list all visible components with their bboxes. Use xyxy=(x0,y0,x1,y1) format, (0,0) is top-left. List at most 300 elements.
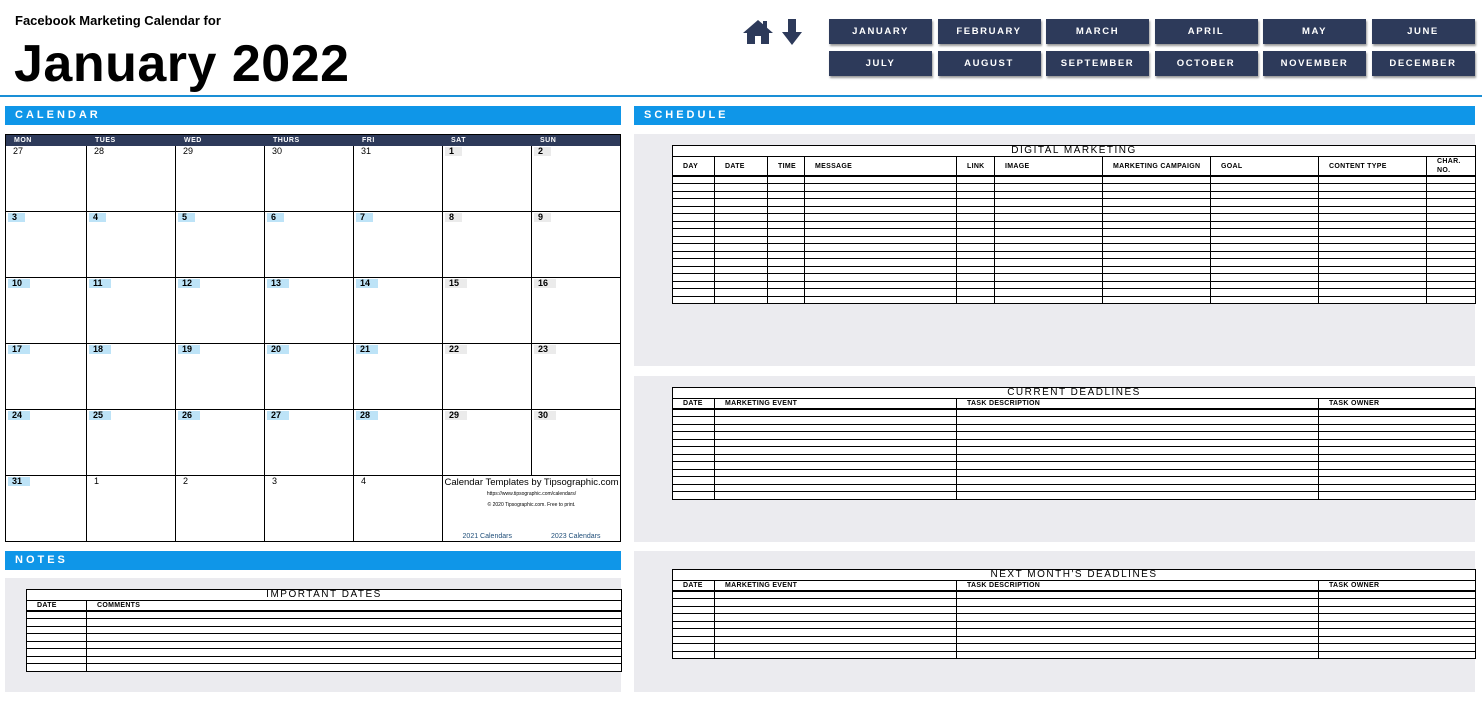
table-cell[interactable] xyxy=(673,274,715,282)
table-cell[interactable] xyxy=(995,184,1103,192)
table-cell[interactable] xyxy=(1427,199,1476,207)
table-cell[interactable] xyxy=(27,619,87,627)
table-cell[interactable] xyxy=(805,296,957,304)
table-cell[interactable] xyxy=(768,251,805,259)
table-cell[interactable] xyxy=(995,281,1103,289)
table-cell[interactable] xyxy=(1319,184,1427,192)
table-cell[interactable] xyxy=(768,214,805,222)
table-cell[interactable] xyxy=(1211,266,1319,274)
table-cell[interactable] xyxy=(1211,184,1319,192)
table-cell[interactable] xyxy=(1103,259,1211,267)
table-cell[interactable] xyxy=(715,251,768,259)
table-cell[interactable] xyxy=(1319,447,1476,455)
day-cell[interactable] xyxy=(443,344,532,410)
link-2021-calendars[interactable]: 2021 Calendars xyxy=(462,533,512,540)
table-cell[interactable] xyxy=(715,469,957,477)
table-cell[interactable] xyxy=(957,651,1319,659)
table-cell[interactable] xyxy=(995,214,1103,222)
day-cell[interactable] xyxy=(532,278,621,344)
table-cell[interactable] xyxy=(715,484,957,492)
day-cell[interactable] xyxy=(87,212,176,278)
table-cell[interactable] xyxy=(1319,236,1427,244)
table-cell[interactable] xyxy=(27,611,87,619)
table-cell[interactable] xyxy=(768,206,805,214)
table-cell[interactable] xyxy=(1319,176,1427,184)
table-cell[interactable] xyxy=(673,614,715,622)
table-cell[interactable] xyxy=(1319,251,1427,259)
table-cell[interactable] xyxy=(768,281,805,289)
table-cell[interactable] xyxy=(1211,289,1319,297)
day-cell[interactable] xyxy=(176,410,265,476)
table-cell[interactable] xyxy=(1319,621,1476,629)
table-cell[interactable] xyxy=(87,619,622,627)
table-cell[interactable] xyxy=(1211,191,1319,199)
table-cell[interactable] xyxy=(715,191,768,199)
table-cell[interactable] xyxy=(715,176,768,184)
table-cell[interactable] xyxy=(1319,214,1427,222)
day-cell[interactable] xyxy=(176,278,265,344)
table-cell[interactable] xyxy=(957,636,1319,644)
table-cell[interactable] xyxy=(673,244,715,252)
table-cell[interactable] xyxy=(715,296,768,304)
table-cell[interactable] xyxy=(715,289,768,297)
day-cell[interactable] xyxy=(87,146,176,212)
day-cell[interactable] xyxy=(354,476,443,542)
table-cell[interactable] xyxy=(1103,229,1211,237)
table-cell[interactable] xyxy=(27,634,87,642)
table-cell[interactable] xyxy=(1319,469,1476,477)
table-cell[interactable] xyxy=(768,184,805,192)
table-cell[interactable] xyxy=(995,191,1103,199)
table-cell[interactable] xyxy=(715,236,768,244)
table-cell[interactable] xyxy=(957,439,1319,447)
table-cell[interactable] xyxy=(1319,477,1476,485)
day-cell[interactable] xyxy=(265,476,354,542)
table-cell[interactable] xyxy=(715,636,957,644)
table-cell[interactable] xyxy=(805,259,957,267)
table-cell[interactable] xyxy=(957,281,995,289)
table-cell[interactable] xyxy=(1319,221,1427,229)
table-cell[interactable] xyxy=(1103,184,1211,192)
table-cell[interactable] xyxy=(1427,221,1476,229)
table-cell[interactable] xyxy=(1319,651,1476,659)
table-cell[interactable] xyxy=(1103,236,1211,244)
table-cell[interactable] xyxy=(673,644,715,652)
table-cell[interactable] xyxy=(715,259,768,267)
table-cell[interactable] xyxy=(805,221,957,229)
table-cell[interactable] xyxy=(1319,599,1476,607)
day-cell[interactable] xyxy=(265,278,354,344)
table-cell[interactable] xyxy=(27,664,87,672)
month-button-december[interactable]: DECEMBER xyxy=(1372,51,1475,76)
table-cell[interactable] xyxy=(957,424,1319,432)
table-cell[interactable] xyxy=(27,626,87,634)
table-cell[interactable] xyxy=(673,439,715,447)
table-cell[interactable] xyxy=(715,439,957,447)
month-button-november[interactable]: NOVEMBER xyxy=(1263,51,1366,76)
table-cell[interactable] xyxy=(995,206,1103,214)
table-cell[interactable] xyxy=(673,469,715,477)
table-cell[interactable] xyxy=(805,176,957,184)
table-cell[interactable] xyxy=(1319,629,1476,637)
table-cell[interactable] xyxy=(957,191,995,199)
table-cell[interactable] xyxy=(957,176,995,184)
table-cell[interactable] xyxy=(1427,206,1476,214)
table-cell[interactable] xyxy=(1319,229,1427,237)
month-button-april[interactable]: APRIL xyxy=(1155,19,1258,44)
table-cell[interactable] xyxy=(957,621,1319,629)
day-cell[interactable] xyxy=(532,410,621,476)
table-cell[interactable] xyxy=(957,477,1319,485)
table-cell[interactable] xyxy=(27,649,87,657)
table-cell[interactable] xyxy=(805,274,957,282)
table-cell[interactable] xyxy=(87,611,622,619)
table-cell[interactable] xyxy=(1103,266,1211,274)
table-cell[interactable] xyxy=(1319,439,1476,447)
table-cell[interactable] xyxy=(768,176,805,184)
day-cell[interactable] xyxy=(176,476,265,542)
table-cell[interactable] xyxy=(673,591,715,599)
table-cell[interactable] xyxy=(1427,176,1476,184)
table-cell[interactable] xyxy=(715,206,768,214)
table-cell[interactable] xyxy=(995,266,1103,274)
table-cell[interactable] xyxy=(957,599,1319,607)
table-cell[interactable] xyxy=(673,454,715,462)
table-cell[interactable] xyxy=(1103,251,1211,259)
table-cell[interactable] xyxy=(1319,199,1427,207)
table-cell[interactable] xyxy=(957,244,995,252)
table-cell[interactable] xyxy=(1319,191,1427,199)
table-cell[interactable] xyxy=(1103,244,1211,252)
day-cell[interactable] xyxy=(265,146,354,212)
table-cell[interactable] xyxy=(1319,289,1427,297)
table-cell[interactable] xyxy=(1211,274,1319,282)
table-cell[interactable] xyxy=(805,191,957,199)
table-cell[interactable] xyxy=(1427,274,1476,282)
table-cell[interactable] xyxy=(715,432,957,440)
month-button-january[interactable]: JANUARY xyxy=(829,19,932,44)
table-cell[interactable] xyxy=(715,274,768,282)
table-cell[interactable] xyxy=(715,614,957,622)
day-cell[interactable] xyxy=(443,410,532,476)
day-cell[interactable] xyxy=(265,212,354,278)
table-cell[interactable] xyxy=(995,259,1103,267)
table-cell[interactable] xyxy=(957,214,995,222)
table-cell[interactable] xyxy=(1427,281,1476,289)
table-cell[interactable] xyxy=(805,214,957,222)
table-cell[interactable] xyxy=(1319,614,1476,622)
table-cell[interactable] xyxy=(1319,432,1476,440)
day-cell[interactable] xyxy=(6,410,87,476)
day-cell[interactable] xyxy=(6,476,87,542)
day-cell[interactable] xyxy=(354,146,443,212)
table-cell[interactable] xyxy=(1319,454,1476,462)
day-cell[interactable] xyxy=(354,410,443,476)
table-cell[interactable] xyxy=(1103,176,1211,184)
table-cell[interactable] xyxy=(957,629,1319,637)
table-cell[interactable] xyxy=(805,236,957,244)
table-cell[interactable] xyxy=(957,462,1319,470)
table-cell[interactable] xyxy=(1427,266,1476,274)
table-cell[interactable] xyxy=(957,447,1319,455)
table-cell[interactable] xyxy=(1103,289,1211,297)
table-cell[interactable] xyxy=(768,221,805,229)
table-cell[interactable] xyxy=(957,614,1319,622)
table-cell[interactable] xyxy=(768,229,805,237)
table-cell[interactable] xyxy=(957,454,1319,462)
table-cell[interactable] xyxy=(1427,251,1476,259)
table-cell[interactable] xyxy=(1103,274,1211,282)
table-cell[interactable] xyxy=(1427,289,1476,297)
table-cell[interactable] xyxy=(1103,221,1211,229)
home-icon[interactable] xyxy=(742,18,774,51)
table-cell[interactable] xyxy=(87,634,622,642)
table-cell[interactable] xyxy=(1211,281,1319,289)
table-cell[interactable] xyxy=(715,454,957,462)
table-cell[interactable] xyxy=(957,591,1319,599)
table-cell[interactable] xyxy=(1103,199,1211,207)
table-cell[interactable] xyxy=(805,229,957,237)
table-cell[interactable] xyxy=(673,251,715,259)
day-cell[interactable] xyxy=(176,344,265,410)
table-cell[interactable] xyxy=(957,251,995,259)
table-cell[interactable] xyxy=(715,214,768,222)
table-cell[interactable] xyxy=(673,432,715,440)
table-cell[interactable] xyxy=(673,259,715,267)
table-cell[interactable] xyxy=(1103,296,1211,304)
table-cell[interactable] xyxy=(1319,206,1427,214)
table-cell[interactable] xyxy=(995,296,1103,304)
table-cell[interactable] xyxy=(673,606,715,614)
table-cell[interactable] xyxy=(1319,424,1476,432)
table-cell[interactable] xyxy=(1211,259,1319,267)
table-cell[interactable] xyxy=(673,214,715,222)
table-cell[interactable] xyxy=(1319,296,1427,304)
table-cell[interactable] xyxy=(1103,214,1211,222)
day-cell[interactable] xyxy=(532,212,621,278)
table-cell[interactable] xyxy=(957,229,995,237)
table-cell[interactable] xyxy=(1427,184,1476,192)
table-cell[interactable] xyxy=(1319,462,1476,470)
table-cell[interactable] xyxy=(957,606,1319,614)
table-cell[interactable] xyxy=(995,236,1103,244)
table-cell[interactable] xyxy=(1319,591,1476,599)
table-cell[interactable] xyxy=(1103,191,1211,199)
table-cell[interactable] xyxy=(715,629,957,637)
table-cell[interactable] xyxy=(805,184,957,192)
table-cell[interactable] xyxy=(715,184,768,192)
table-cell[interactable] xyxy=(957,274,995,282)
day-cell[interactable] xyxy=(265,410,354,476)
table-cell[interactable] xyxy=(957,289,995,297)
month-button-february[interactable]: FEBRUARY xyxy=(938,19,1041,44)
table-cell[interactable] xyxy=(1427,296,1476,304)
table-cell[interactable] xyxy=(673,289,715,297)
table-cell[interactable] xyxy=(768,259,805,267)
table-cell[interactable] xyxy=(87,649,622,657)
table-cell[interactable] xyxy=(957,184,995,192)
table-cell[interactable] xyxy=(957,206,995,214)
table-cell[interactable] xyxy=(87,664,622,672)
table-cell[interactable] xyxy=(673,447,715,455)
table-cell[interactable] xyxy=(957,432,1319,440)
table-cell[interactable] xyxy=(805,251,957,259)
table-cell[interactable] xyxy=(715,492,957,500)
table-cell[interactable] xyxy=(1319,636,1476,644)
table-cell[interactable] xyxy=(1319,409,1476,417)
table-cell[interactable] xyxy=(1211,229,1319,237)
table-cell[interactable] xyxy=(673,199,715,207)
table-cell[interactable] xyxy=(715,266,768,274)
table-cell[interactable] xyxy=(1211,221,1319,229)
table-cell[interactable] xyxy=(673,236,715,244)
table-cell[interactable] xyxy=(1427,244,1476,252)
table-cell[interactable] xyxy=(1211,251,1319,259)
table-cell[interactable] xyxy=(673,462,715,470)
table-cell[interactable] xyxy=(715,244,768,252)
day-cell[interactable] xyxy=(87,278,176,344)
day-cell[interactable] xyxy=(6,278,87,344)
table-cell[interactable] xyxy=(1319,274,1427,282)
table-cell[interactable] xyxy=(673,636,715,644)
table-cell[interactable] xyxy=(768,191,805,199)
table-cell[interactable] xyxy=(957,409,1319,417)
arrow-down-icon[interactable] xyxy=(781,18,803,51)
table-cell[interactable] xyxy=(673,477,715,485)
day-cell[interactable] xyxy=(6,146,87,212)
table-cell[interactable] xyxy=(715,417,957,425)
table-cell[interactable] xyxy=(673,221,715,229)
table-cell[interactable] xyxy=(1211,206,1319,214)
table-cell[interactable] xyxy=(673,492,715,500)
table-cell[interactable] xyxy=(1319,244,1427,252)
table-cell[interactable] xyxy=(995,251,1103,259)
table-cell[interactable] xyxy=(1211,236,1319,244)
table-cell[interactable] xyxy=(715,606,957,614)
table-cell[interactable] xyxy=(1103,281,1211,289)
table-cell[interactable] xyxy=(1211,199,1319,207)
table-cell[interactable] xyxy=(1319,259,1427,267)
promo-url[interactable]: https://www.tipsographic.com/calendars/ xyxy=(486,491,577,497)
table-cell[interactable] xyxy=(995,199,1103,207)
month-button-august[interactable]: AUGUST xyxy=(938,51,1041,76)
day-cell[interactable] xyxy=(354,344,443,410)
table-cell[interactable] xyxy=(715,221,768,229)
table-cell[interactable] xyxy=(957,199,995,207)
table-cell[interactable] xyxy=(673,484,715,492)
month-button-may[interactable]: MAY xyxy=(1263,19,1366,44)
table-cell[interactable] xyxy=(768,266,805,274)
table-cell[interactable] xyxy=(995,229,1103,237)
table-cell[interactable] xyxy=(673,599,715,607)
table-cell[interactable] xyxy=(995,176,1103,184)
table-cell[interactable] xyxy=(805,289,957,297)
day-cell[interactable] xyxy=(176,146,265,212)
table-cell[interactable] xyxy=(715,644,957,652)
table-cell[interactable] xyxy=(1319,266,1427,274)
table-cell[interactable] xyxy=(768,274,805,282)
day-cell[interactable] xyxy=(354,278,443,344)
table-cell[interactable] xyxy=(957,484,1319,492)
table-cell[interactable] xyxy=(673,424,715,432)
table-cell[interactable] xyxy=(1427,214,1476,222)
table-cell[interactable] xyxy=(673,281,715,289)
table-cell[interactable] xyxy=(957,296,995,304)
table-cell[interactable] xyxy=(715,599,957,607)
table-cell[interactable] xyxy=(768,289,805,297)
table-cell[interactable] xyxy=(673,176,715,184)
table-cell[interactable] xyxy=(1427,229,1476,237)
link-2023-calendars[interactable]: 2023 Calendars xyxy=(551,533,601,540)
table-cell[interactable] xyxy=(1211,214,1319,222)
month-button-march[interactable]: MARCH xyxy=(1046,19,1149,44)
table-cell[interactable] xyxy=(995,244,1103,252)
table-cell[interactable] xyxy=(957,259,995,267)
table-cell[interactable] xyxy=(1319,281,1427,289)
table-cell[interactable] xyxy=(1103,206,1211,214)
table-cell[interactable] xyxy=(673,621,715,629)
table-cell[interactable] xyxy=(1211,176,1319,184)
day-cell[interactable] xyxy=(532,146,621,212)
table-cell[interactable] xyxy=(995,274,1103,282)
table-cell[interactable] xyxy=(1427,236,1476,244)
table-cell[interactable] xyxy=(715,462,957,470)
table-cell[interactable] xyxy=(768,244,805,252)
table-cell[interactable] xyxy=(768,236,805,244)
table-cell[interactable] xyxy=(995,221,1103,229)
day-cell[interactable] xyxy=(87,476,176,542)
table-cell[interactable] xyxy=(715,281,768,289)
day-cell[interactable] xyxy=(176,212,265,278)
day-cell[interactable] xyxy=(532,344,621,410)
table-cell[interactable] xyxy=(1319,644,1476,652)
day-cell[interactable] xyxy=(265,344,354,410)
table-cell[interactable] xyxy=(27,656,87,664)
table-cell[interactable] xyxy=(957,266,995,274)
table-cell[interactable] xyxy=(673,417,715,425)
table-cell[interactable] xyxy=(673,651,715,659)
table-cell[interactable] xyxy=(768,199,805,207)
table-cell[interactable] xyxy=(957,469,1319,477)
table-cell[interactable] xyxy=(805,281,957,289)
day-cell[interactable] xyxy=(443,212,532,278)
table-cell[interactable] xyxy=(715,229,768,237)
table-cell[interactable] xyxy=(1319,484,1476,492)
day-cell[interactable] xyxy=(354,212,443,278)
day-cell[interactable] xyxy=(87,344,176,410)
table-cell[interactable] xyxy=(715,591,957,599)
table-cell[interactable] xyxy=(1211,296,1319,304)
table-cell[interactable] xyxy=(715,409,957,417)
table-cell[interactable] xyxy=(805,199,957,207)
table-cell[interactable] xyxy=(995,289,1103,297)
table-cell[interactable] xyxy=(673,296,715,304)
table-cell[interactable] xyxy=(673,184,715,192)
table-cell[interactable] xyxy=(957,236,995,244)
table-cell[interactable] xyxy=(1211,244,1319,252)
table-cell[interactable] xyxy=(957,221,995,229)
table-cell[interactable] xyxy=(715,477,957,485)
table-cell[interactable] xyxy=(673,206,715,214)
table-cell[interactable] xyxy=(1319,417,1476,425)
table-cell[interactable] xyxy=(768,296,805,304)
table-cell[interactable] xyxy=(27,641,87,649)
month-button-july[interactable]: JULY xyxy=(829,51,932,76)
table-cell[interactable] xyxy=(1319,606,1476,614)
day-cell[interactable] xyxy=(87,410,176,476)
table-cell[interactable] xyxy=(87,626,622,634)
table-cell[interactable] xyxy=(805,206,957,214)
